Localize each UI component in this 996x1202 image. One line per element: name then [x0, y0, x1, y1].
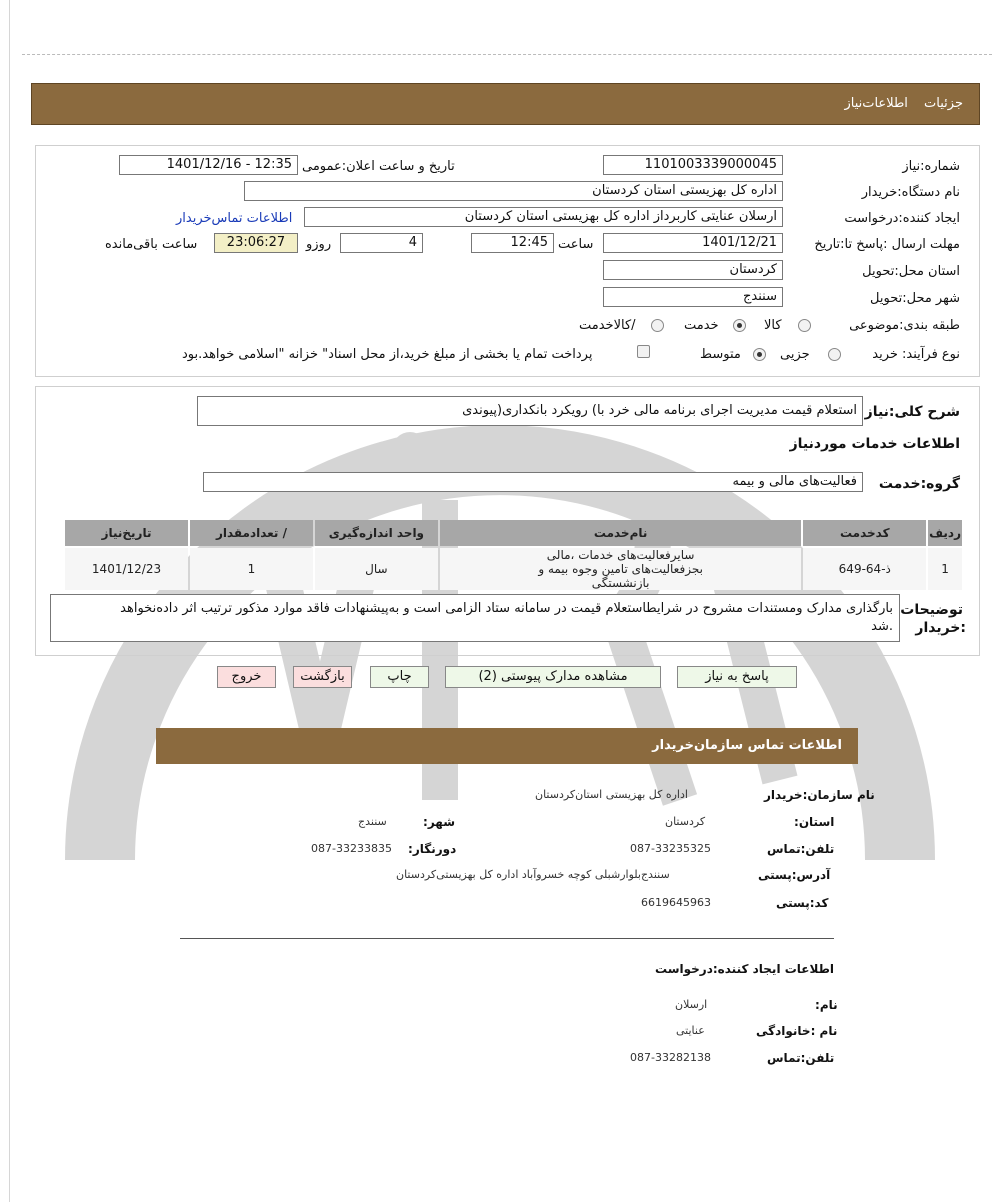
- city-label: شهر محل:تحویل: [870, 291, 960, 306]
- treasury-payment-checkbox[interactable]: [637, 344, 650, 359]
- print-button[interactable]: چاپ: [370, 666, 429, 688]
- requester-label: ایجاد کننده:درخواست: [844, 211, 960, 226]
- deadline-label: مهلت ارسال :پاسخ تا:تاریخ: [814, 237, 960, 252]
- days-field: 4: [340, 233, 423, 253]
- contact-org-value: اداره کل بهزیستی استان‌کردستان: [535, 788, 688, 801]
- creator-phone-label: تلفن:تماس: [767, 1051, 835, 1065]
- title-need-info: اطلاعات‌نیاز: [844, 96, 908, 111]
- remaining-time-field: 23:06:27: [214, 233, 298, 253]
- col-unit: واحد اندازه‌گیری: [315, 520, 438, 546]
- category-service-radio[interactable]: [733, 318, 746, 333]
- announce-datetime-label: تاریخ و ساعت اعلان:عمومی: [302, 159, 455, 174]
- deadline-time-field: 12:45: [471, 233, 554, 253]
- category-service-label: خدمت: [684, 318, 719, 333]
- process-medium-radio[interactable]: [753, 347, 766, 362]
- cell-service-code: ذ-64-649: [803, 548, 926, 590]
- buyer-notes-line2: .شد: [871, 619, 893, 634]
- cell-service-name: سایر‌فعالیت‌های خدمات ،مالی بجز‌فعالیت‌های تامین وجوه بیمه و بازنشستگی: [440, 548, 802, 590]
- title-details: جزئیات: [924, 96, 963, 111]
- creator-section-title: اطلاعات ایجاد کننده:درخواست: [655, 962, 835, 976]
- buyer-notes-label-line2: :خریدار: [915, 620, 966, 636]
- requester-field: ارسلان عنایتی کاربرداز اداره کل بهزیستی استان کردستان: [304, 207, 783, 227]
- contact-province-label: :استان: [794, 815, 835, 829]
- creator-name-value: ارسلان: [675, 998, 708, 1011]
- treasury-payment-note: پرداخت تمام یا بخشی از مبلغ خرید،از محل اسناد" خزانه "اسلامی خواهد.بود: [182, 347, 593, 362]
- need-number-field: 1101003339000045: [603, 155, 783, 175]
- col-row-number: ردیف: [928, 520, 962, 546]
- cell-need-date: 1401/12/23: [65, 548, 188, 590]
- buyer-contact-link[interactable]: اطلاعات تماس‌خریدار: [176, 211, 293, 226]
- buyer-org-field: اداره کل بهزیستی استان کردستان: [244, 181, 783, 201]
- announce-datetime-field: 1401/12/16 - 12:35: [119, 155, 298, 175]
- contact-province-value: کردستان: [665, 815, 706, 828]
- contact-postal-value: 6619645963: [641, 896, 711, 909]
- category-label: طبقه بندی:موضوعی: [849, 318, 960, 333]
- category-goods-service-radio[interactable]: [651, 318, 664, 333]
- reply-button[interactable]: پاسخ به نیاز: [677, 666, 797, 688]
- description-field: استعلام قیمت مدیریت اجرای برنامه مالی خرد با) رویکرد بانکداری(پیوندی: [197, 396, 863, 426]
- province-field: کردستان: [603, 260, 783, 280]
- buyer-notes-line1: بارگذاری مدارک ومستندات مشروح در شرایطاستعلام قیمت در سامانه ستاد الزامی است و به‌پیشنهادات فاقد موارد مذکور ترتیب اثر داده‌نخواهد: [120, 601, 893, 616]
- col-quantity: / تعدادمقدار: [190, 520, 313, 546]
- creator-family-label: نام :خانوادگی: [756, 1024, 838, 1038]
- buyer-org-label: نام دستگاه:خریدار: [861, 185, 960, 200]
- service-group-field: فعالیت‌های مالی و بیمه: [203, 472, 863, 492]
- creator-phone-value: 087-33282138: [630, 1051, 711, 1064]
- service-group-label: گروه:خدمت: [878, 476, 960, 492]
- services-section-title: اطلاعات خدمات موردنیاز: [789, 436, 960, 452]
- category-goods-radio[interactable]: [798, 318, 811, 333]
- back-button[interactable]: بازگشت: [293, 666, 352, 688]
- contact-address-value: سنندج‌بلوارشبلی کوچه خسروآباد اداره کل بهزیستی‌کردستان: [396, 868, 670, 881]
- contact-city-label: :شهر: [423, 815, 455, 829]
- process-label: نوع فرآیند: خرید: [872, 347, 960, 362]
- buyer-notes-label-line1: توضیحات: [900, 602, 963, 618]
- days-label: روزو: [306, 237, 332, 252]
- process-medium-label: متوسط: [700, 347, 741, 362]
- col-service-code: کدخدمت: [803, 520, 926, 546]
- col-need-date: تاریخ‌نیاز: [65, 520, 188, 546]
- buyer-contact-section-title: اطلاعات تماس سازمان‌خریدار: [156, 728, 858, 764]
- cell-unit: سال: [315, 548, 438, 590]
- remaining-time-label: ساعت باقی‌مانده: [105, 237, 198, 252]
- services-table: [63, 518, 964, 592]
- category-goods-service-label: /کالاخدمت: [579, 318, 636, 333]
- cell-quantity: 1: [190, 548, 313, 590]
- creator-family-value: عنایتی: [676, 1024, 705, 1037]
- contact-city-value: سنندج: [358, 815, 387, 828]
- deadline-date-field: 1401/12/21: [603, 233, 783, 253]
- city-field: سنندج: [603, 287, 783, 307]
- need-number-label: شماره:نیاز: [902, 159, 960, 174]
- contact-divider: [180, 938, 834, 939]
- contact-fax-value: 087-33233835: [311, 842, 392, 855]
- category-goods-label: کالا: [764, 318, 782, 333]
- exit-button[interactable]: خروج: [217, 666, 276, 688]
- top-dotted-divider: [22, 54, 992, 55]
- province-label: استان محل:تحویل: [862, 264, 960, 279]
- contact-postal-label: کد:پستی: [776, 896, 829, 910]
- page-title-bar: [31, 83, 980, 125]
- contact-fax-label: :دورنگار: [408, 842, 457, 856]
- buyer-notes-field: [50, 594, 900, 642]
- need-info-panel: [35, 145, 980, 377]
- process-minor-radio[interactable]: [828, 347, 841, 362]
- view-attachments-button[interactable]: مشاهده مدارک پیوستی (2): [445, 666, 661, 688]
- col-service-name: نام‌خدمت: [440, 520, 802, 546]
- contact-org-label: نام سازمان:خریدار: [764, 788, 875, 802]
- cell-row-number: 1: [928, 548, 962, 590]
- table-row: [65, 548, 962, 590]
- deadline-time-label: ساعت: [558, 237, 594, 252]
- contact-phone-label: تلفن:تماس: [767, 842, 835, 856]
- creator-name-label: :نام: [815, 998, 838, 1012]
- contact-phone-value: 087-33235325: [630, 842, 711, 855]
- contact-address-label: آدرس:پستی: [758, 868, 831, 882]
- description-label: شرح کلی:نیاز: [864, 404, 960, 420]
- process-minor-label: جزیی: [780, 347, 810, 362]
